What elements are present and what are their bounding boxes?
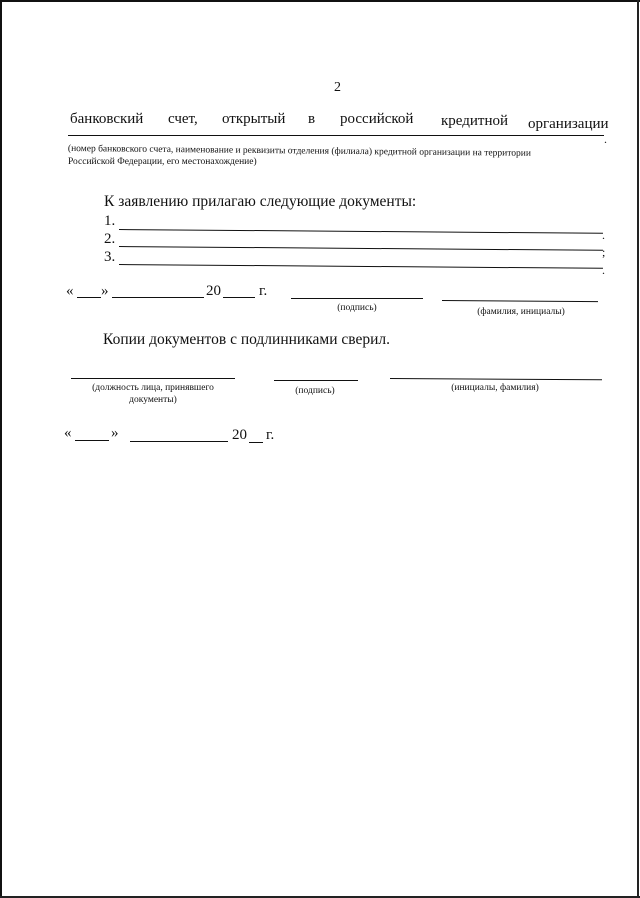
applicant-month-field[interactable] [112, 297, 204, 298]
attachment-dot-3: . [602, 263, 605, 277]
applicant-year-suffix: г. [259, 283, 268, 299]
account-word-5: российской [340, 111, 414, 127]
account-hint-line1: (номер банковского счета, наименование и реквизиты отделения (филиала) кредитной организации на территории [67, 143, 531, 159]
verifier-date-open-quote: « [64, 425, 72, 441]
account-word-1: банковский [70, 111, 144, 127]
attachment-number-2: 2. [104, 231, 116, 247]
account-hint-line2: Российской Федерации, его местонахождение) [68, 157, 257, 167]
account-input-line[interactable] [68, 135, 604, 136]
applicant-signature-caption: (подпись) [337, 303, 377, 313]
applicant-name-caption: (фамилия, инициалы) [477, 307, 565, 317]
applicant-year-field[interactable] [223, 297, 255, 298]
applicant-year-prefix: 20 [206, 283, 221, 299]
account-word-3: открытый [222, 111, 286, 127]
account-word-6: кредитной [441, 113, 509, 129]
verifier-day-field[interactable] [75, 440, 109, 441]
verifier-position-line[interactable] [71, 378, 235, 379]
attachment-number-1: 1. [104, 213, 116, 229]
verifier-year-prefix: 20 [232, 427, 247, 443]
account-word-7: организации [528, 116, 609, 132]
verifier-signature-caption: (подпись) [295, 386, 335, 396]
attachment-number-3: 3. [104, 249, 116, 265]
verifier-date-close-quote: » [111, 425, 119, 441]
verifier-name-caption: (инициалы, фамилия) [451, 383, 539, 393]
page-border-right [637, 0, 639, 898]
account-word-4: в [308, 111, 316, 127]
verifier-year-field[interactable] [249, 442, 263, 443]
applicant-day-field[interactable] [77, 297, 101, 298]
applicant-date-open-quote: « [66, 283, 74, 299]
verifier-year-suffix: г. [266, 427, 275, 443]
verifier-signature-line[interactable] [274, 380, 358, 381]
verifier-month-field[interactable] [130, 441, 228, 442]
attachment-dot-1: . [602, 228, 605, 242]
copies-statement: Копии документов с подлинниками сверил. [103, 331, 391, 348]
account-line-dot: . [604, 132, 607, 146]
attachments-heading: К заявлению прилагаю следующие документы: [104, 193, 417, 210]
applicant-date-close-quote: » [101, 283, 109, 299]
verifier-position-caption-line1: (должность лица, принявшего [92, 383, 214, 393]
page-number: 2 [334, 80, 341, 95]
verifier-position-caption-line2: документы) [129, 395, 177, 405]
applicant-signature-line[interactable] [291, 298, 423, 299]
account-word-2: счет, [168, 111, 198, 127]
attachment-dot-2: ; [602, 245, 606, 259]
